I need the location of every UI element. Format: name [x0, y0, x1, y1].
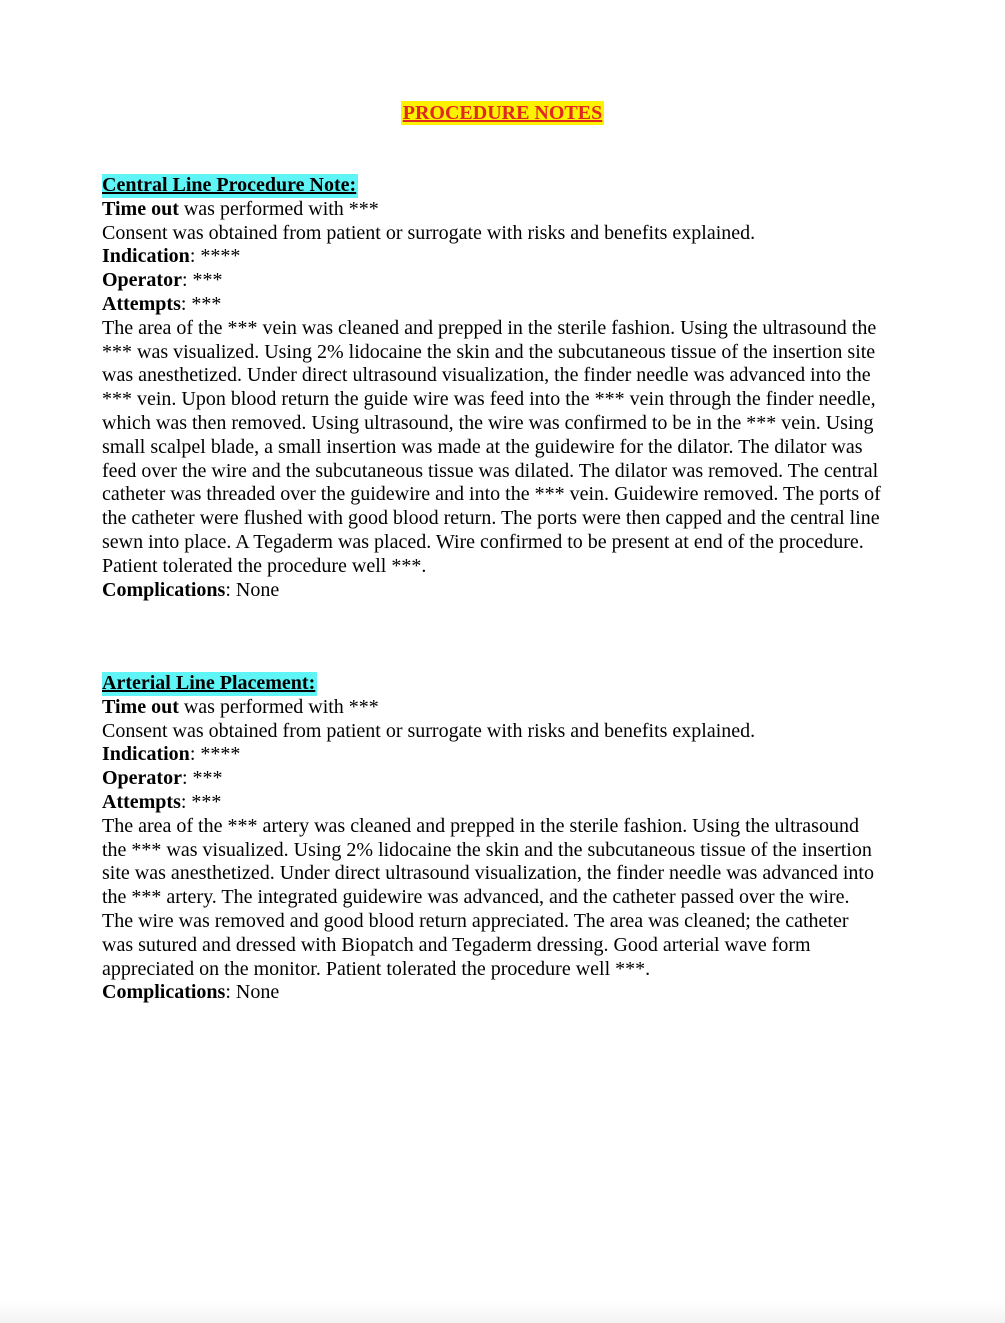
procedure-description [102, 317, 917, 579]
body-line: catheter was threaded over the guidewire and into the *** vein. Guidewire removed. The ports of [102, 483, 881, 506]
body-line: *** vein. Upon blood return the guide wire was feed into the *** vein through the finder needle, [102, 388, 876, 411]
body-line: appreciated on the monitor. Patient tolerated the procedure well ***. [102, 957, 651, 980]
complications-value: : None [225, 981, 280, 1004]
body-line: The area of the *** vein was cleaned and prepped in the sterile fashion. Using the ultrasound the [102, 316, 877, 339]
complications-label: Complications [102, 578, 226, 601]
timeout-label: Time out [102, 197, 179, 220]
timeout-line [102, 198, 917, 222]
document-title: PROCEDURE NOTES [402, 102, 603, 124]
attempts-line [102, 791, 917, 815]
page-bottom-edge [0, 1301, 1005, 1323]
complications-label: Complications [102, 981, 226, 1004]
indication-value: : **** [189, 743, 241, 766]
operator-line [102, 269, 917, 293]
body-line: The wire was removed and good blood return appreciated. The area was cleaned; the catheter [102, 909, 849, 932]
timeout-label: Time out [102, 695, 179, 718]
body-line: was anesthetized. Under direct ultrasound visualization, the finder needle was advanced into the [102, 364, 871, 387]
body-line: the *** artery. The integrated guidewire was advanced, and the catheter passed over the wire. [102, 886, 850, 909]
indication-line [102, 743, 917, 767]
section-heading: Arterial Line Placement: [102, 672, 316, 694]
complications-line [102, 981, 917, 1005]
timeout-line [102, 696, 917, 720]
attempts-label: Attempts [102, 292, 181, 315]
attempts-line [102, 293, 917, 317]
complications-line [102, 579, 917, 603]
body-line: was sutured and dressed with Biopatch and Tegaderm dressing. Good arterial wave form [102, 933, 811, 956]
section-heading: Central Line Procedure Note: [102, 174, 357, 196]
attempts-value: : *** [180, 292, 222, 315]
timeout-text: was performed with *** [178, 695, 379, 718]
complications-value: : None [225, 578, 280, 601]
central-line-section [102, 174, 917, 602]
body-line: the catheter were flushed with good blood return. The ports were then capped and the central line [102, 507, 880, 530]
timeout-text: was performed with *** [178, 197, 379, 220]
indication-line [102, 245, 917, 269]
body-line: the *** was visualized. Using 2% lidocaine the skin and the subcutaneous tissue of the insertion [102, 838, 872, 861]
body-line: *** was visualized. Using 2% lidocaine the skin and the subcutaneous tissue of the insertion site [102, 340, 876, 363]
operator-label: Operator [102, 767, 182, 790]
body-line: sewn into place. A Tegaderm was placed. Wire confirmed to be present at end of the procedure. [102, 530, 864, 553]
body-line: The area of the *** artery was cleaned and prepped in the sterile fashion. Using the ultrasound [102, 814, 859, 837]
body-line: site was anesthetized. Under direct ultrasound visualization, the finder needle was advanced into [102, 862, 874, 885]
operator-value: : *** [181, 767, 223, 790]
procedure-description [102, 815, 917, 982]
attempts-value: : *** [180, 790, 222, 813]
operator-label: Operator [102, 269, 182, 292]
operator-line [102, 767, 917, 791]
body-line: which was then removed. Using ultrasound, the wire was confirmed to be in the *** vein. Using [102, 411, 874, 434]
body-line: small scalpel blade, a small insertion was made at the guidewire for the dilator. The dilator was [102, 435, 863, 458]
indication-label: Indication [102, 245, 190, 268]
body-line: feed over the wire and the subcutaneous tissue was dilated. The dilator was removed. The central [102, 459, 879, 482]
body-line: Patient tolerated the procedure well ***. [102, 554, 427, 577]
consent-line: Consent was obtained from patient or surrogate with risks and benefits explained. [102, 719, 756, 742]
indication-label: Indication [102, 743, 190, 766]
attempts-label: Attempts [102, 790, 181, 813]
operator-value: : *** [181, 269, 223, 292]
consent-line: Consent was obtained from patient or surrogate with risks and benefits explained. [102, 221, 756, 244]
arterial-line-section [102, 672, 917, 1005]
indication-value: : **** [189, 245, 241, 268]
title-row [0, 101, 1005, 125]
